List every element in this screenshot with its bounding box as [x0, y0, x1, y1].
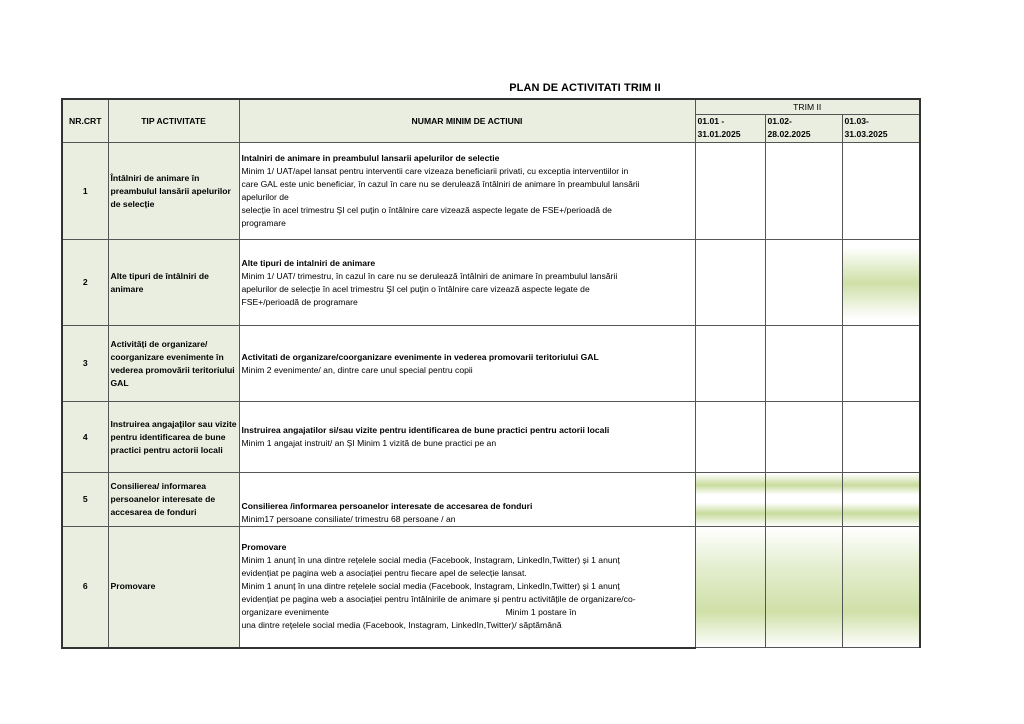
action-line: una dintre rețelele social media (Facebook, Instagram, LinkedIn,Twitter)/ săptămână — [241, 620, 562, 631]
action-line: Minim17 persoane consiliate/ trimestru 68 persoane / an — [241, 514, 456, 524]
period-cell[interactable] — [695, 326, 765, 402]
period-1-line2: 31.01.2025 — [697, 129, 741, 139]
action-line: Minim 1/ UAT/ trimestru, în cazul în care nu se derulează întâlniri de animare în preambulul lansării — [241, 270, 618, 281]
period-header-1 — [695, 115, 765, 143]
action-line: Minim 1/ UAT/apel lansat pentru interventii care vizeaza beneficiarii privati, cu exceptia interventiilor in — [241, 166, 629, 176]
period-cell-highlighted[interactable] — [695, 527, 765, 648]
action-line: FSE+/perioadă de programare — [241, 296, 358, 307]
period-cell[interactable] — [695, 143, 765, 240]
header-nr: NR.CRT — [62, 99, 108, 143]
period-cell-highlighted[interactable] — [842, 240, 920, 326]
minimum-actions — [239, 402, 695, 473]
period-cell[interactable] — [765, 402, 842, 473]
action-line: evidențiat pe pagina web a asociației pentru fiecare apel de selecție lansat. — [241, 568, 527, 579]
period-cell[interactable] — [765, 240, 842, 326]
activity-type: Instruirea angajaților sau vizite pentru identificarea de bune practici pentru actorii locali — [108, 402, 239, 473]
period-cell[interactable] — [695, 240, 765, 326]
period-cell[interactable] — [842, 402, 920, 473]
action-heading: Consilierea /informarea persoanelor interesate de accesarea de fonduri — [241, 501, 533, 511]
action-line: programare — [241, 218, 286, 228]
table-row — [62, 240, 920, 326]
action-heading: Instruirea angajatilor si/sau vizite pentru identificarea de bune practici pentru actorii locali — [241, 425, 610, 435]
row-number: 1 — [62, 143, 108, 240]
action-line: Minim 2 evenimente/ an, dintre care unul special pentru copii — [241, 364, 473, 375]
period-header-2 — [765, 115, 842, 143]
action-heading: Promovare — [241, 542, 287, 553]
period-cell-highlighted[interactable] — [695, 473, 765, 527]
activity-type: Consilierea/ informarea persoanelor interesate de accesarea de fonduri — [108, 473, 239, 527]
period-1-line1: 01.01 - — [697, 116, 725, 126]
action-line: evidențiat pe pagina web a asociației pentru întâlnirile de animare și pentru activitățile de organizare/co- — [241, 594, 636, 605]
minimum-actions — [239, 326, 695, 402]
table-row — [62, 527, 920, 648]
action-line: organizare evenimente Minim 1 postare în — [241, 607, 577, 618]
row-number: 5 — [62, 473, 108, 527]
period-header-3 — [842, 115, 920, 143]
row-number: 2 — [62, 240, 108, 326]
activity-type: Alte tipuri de întâlniri de animare — [108, 240, 239, 326]
row-number: 3 — [62, 326, 108, 402]
period-cell[interactable] — [765, 326, 842, 402]
action-heading: Alte tipuri de intalniri de animare — [241, 257, 376, 268]
header-tip: TIP ACTIVITATE — [108, 99, 239, 143]
action-line: selecție în acel trimestru ŞI cel puțin o întâlnire care vizează aspecte legate de FSE+/perioadă de — [241, 205, 612, 215]
action-line: Minim 1 angajat instruit/ an ŞI Minim 1 vizită de bune practici pe an — [241, 438, 497, 448]
action-line: apelurilor de — [241, 192, 289, 202]
period-3-line2: 31.03.2025 — [844, 129, 888, 139]
period-cell-highlighted[interactable] — [765, 527, 842, 648]
table-row — [62, 326, 920, 402]
period-2-line2: 28.02.2025 — [767, 129, 811, 139]
action-line: Minim 1 anunț în una dintre rețelele social media (Facebook, Instagram, LinkedIn,Twitter) și 1 anunț — [241, 555, 620, 566]
minimum-actions — [239, 527, 695, 648]
period-cell-highlighted[interactable] — [842, 527, 920, 648]
activity-type: Întâlniri de animare în preambulul lansării apelurilor de selecție — [108, 143, 239, 240]
table-row — [62, 402, 920, 473]
period-2-line1: 01.02- — [767, 116, 792, 126]
table-row — [62, 473, 920, 527]
period-cell[interactable] — [765, 143, 842, 240]
minimum-actions — [239, 240, 695, 326]
activity-type: Promovare — [108, 527, 239, 648]
period-cell[interactable] — [842, 143, 920, 240]
action-heading: Intalniri de animare in preambulul lansarii apelurilor de selectie — [241, 153, 500, 163]
action-line: apelurilor de selecție în acel trimestru ŞI cel puțin o întâlnire care vizează aspecte legate de — [241, 283, 590, 294]
minimum-actions — [239, 473, 695, 527]
period-cell-highlighted[interactable] — [765, 473, 842, 527]
period-cell[interactable] — [695, 402, 765, 473]
activity-plan-table — [61, 98, 921, 649]
row-number: 4 — [62, 402, 108, 473]
table-row — [62, 143, 920, 240]
period-3-line1: 01.03- — [844, 116, 869, 126]
period-cell[interactable] — [842, 326, 920, 402]
action-heading: Activitati de organizare/coorganizare evenimente in vederea promovarii teritoriului GAL — [241, 351, 599, 362]
header-trim: TRIM II — [695, 99, 920, 115]
row-number: 6 — [62, 527, 108, 648]
minimum-actions — [239, 143, 695, 240]
period-cell-highlighted[interactable] — [842, 473, 920, 527]
action-line: care GAL este unic beneficiar, în cazul în care nu se derulează întâlniri de animare în preambulul lansării — [241, 179, 640, 189]
action-line: Minim 1 anunț în una dintre rețelele social media (Facebook, Instagram, LinkedIn,Twitter) și 1 anunț — [241, 581, 620, 592]
activity-type: Activități de organizare/ coorganizare evenimente în vederea promovării teritoriului GAL — [108, 326, 239, 402]
header-row — [62, 99, 920, 115]
header-numar: NUMAR MINIM DE ACTIUNI — [239, 99, 695, 143]
page-title: PLAN DE ACTIVITATI TRIM II — [509, 82, 661, 94]
